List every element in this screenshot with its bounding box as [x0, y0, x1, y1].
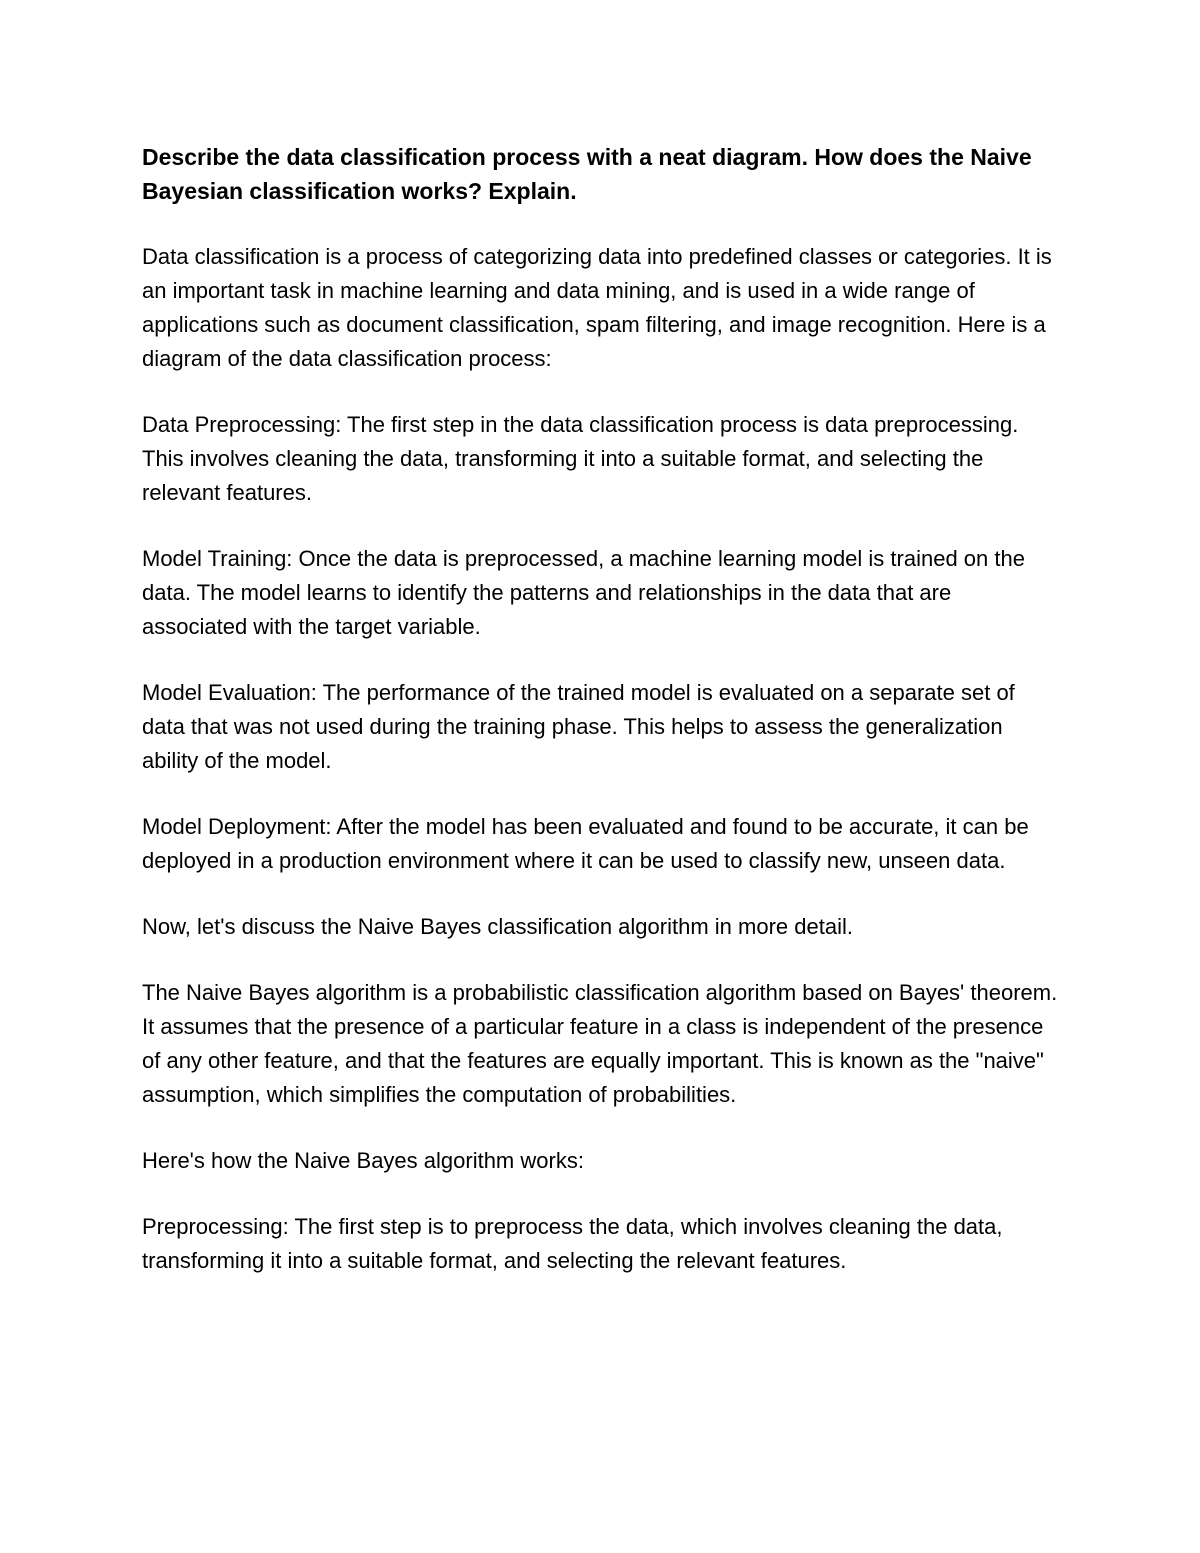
model-deployment-paragraph: Model Deployment: After the model has been evaluated and found to be accurate, it can be deployed in a production environment where it can be used to classify new, unseen data. [142, 814, 1029, 873]
naive-bayes-definition-paragraph: The Naive Bayes algorithm is a probabilistic classification algorithm based on Bayes' theorem. It assumes that the presence of a particular feature in a class is independent of the presence of any other feature, and that the features are equally important. This is known as the "naive" assumption, which simplifies the computation of probabilities. [142, 980, 1058, 1107]
naive-bayes-intro-paragraph: Now, let's discuss the Naive Bayes classification algorithm in more detail. [142, 914, 853, 939]
intro-paragraph: Data classification is a process of categorizing data into predefined classes or categories. It is an important task in machine learning and data mining, and is used in a wide range of applications such as document classification, spam filtering, and image recognition. Here is a diagram of the data classification process: [142, 244, 1052, 371]
model-training-paragraph: Model Training: Once the data is preprocessed, a machine learning model is trained on the data. The model learns to identify the patterns and relationships in the data that are associated with the target variable. [142, 546, 1025, 639]
data-preprocessing-paragraph: Data Preprocessing: The first step in the data classification process is data preprocessing. This involves cleaning the data, transforming it into a suitable format, and selecting the relevant features. [142, 412, 1019, 505]
naive-bayes-how-paragraph: Here's how the Naive Bayes algorithm works: [142, 1148, 584, 1173]
preprocessing-step-paragraph: Preprocessing: The first step is to preprocess the data, which involves cleaning the data, transforming it into a suitable format, and selecting the relevant features. [142, 1214, 1003, 1273]
document-page [142, 140, 1062, 1310]
question-heading: Describe the data classification process with a neat diagram. How does the Naive Bayesian classification works? Explain. [142, 144, 1032, 204]
model-evaluation-paragraph: Model Evaluation: The performance of the trained model is evaluated on a separate set of data that was not used during the training phase. This helps to assess the generalization ability of the model. [142, 680, 1015, 773]
